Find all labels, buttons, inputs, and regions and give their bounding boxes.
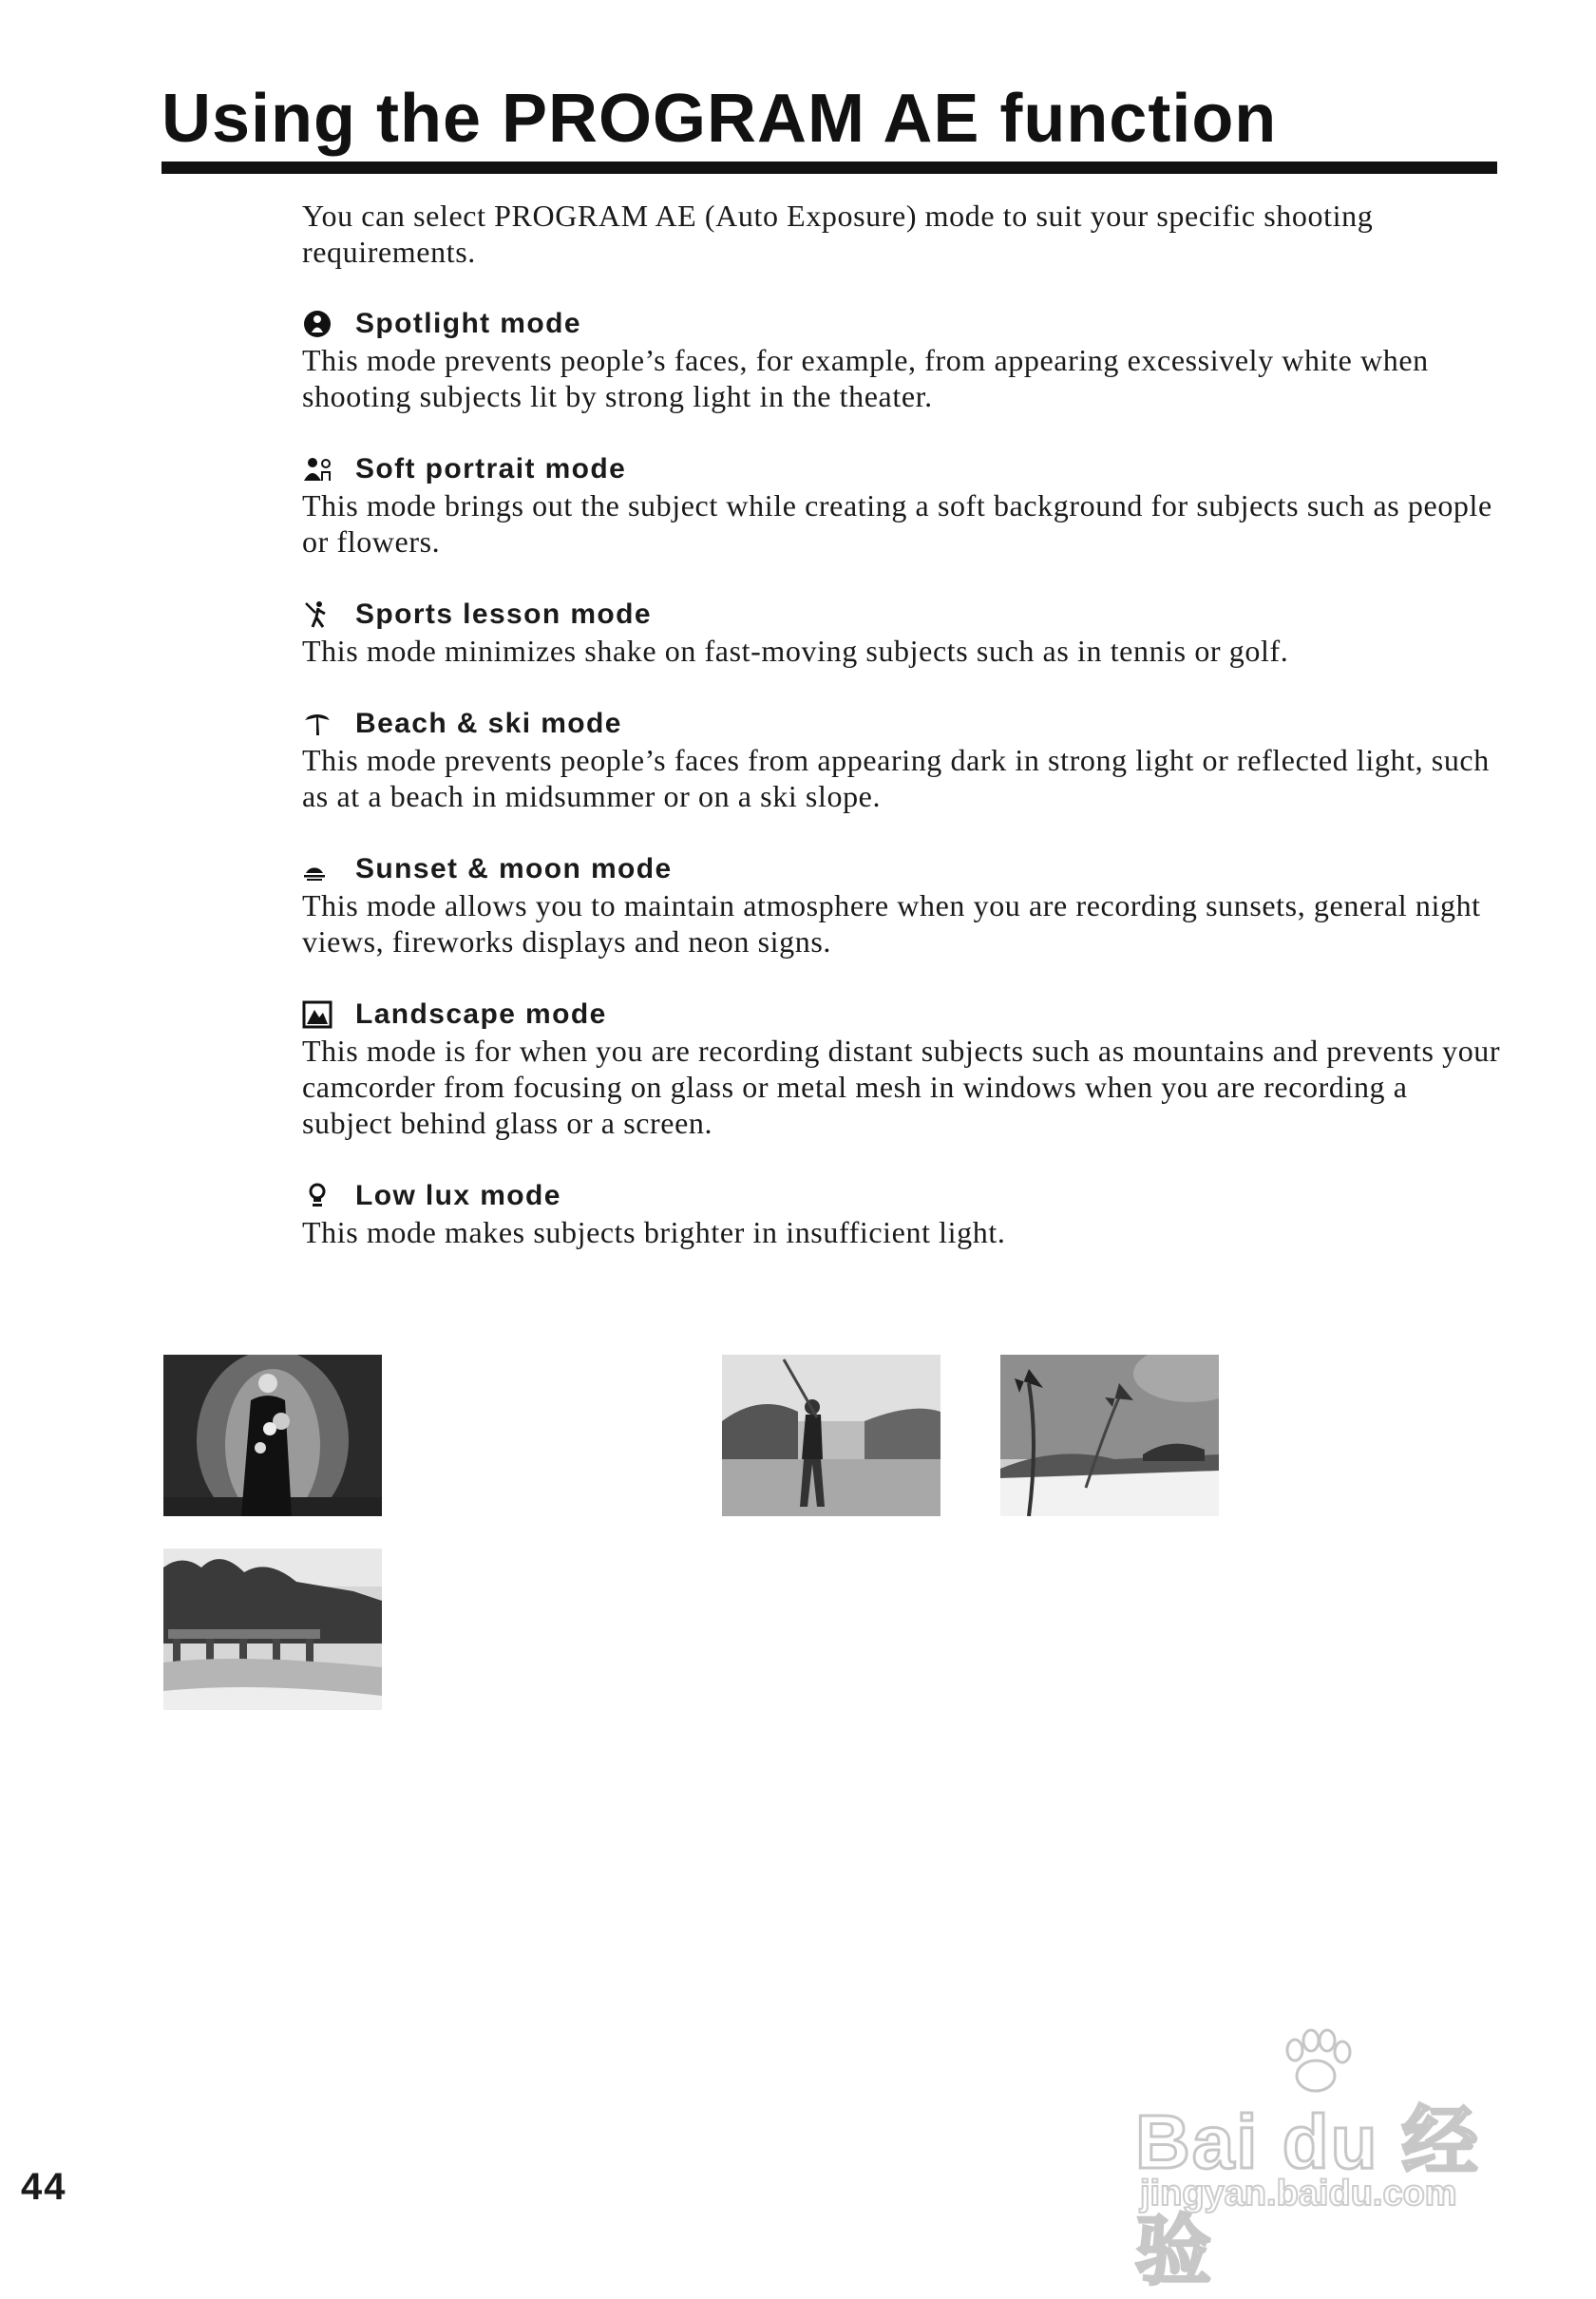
sunset-moon-icon <box>302 854 332 884</box>
landscape-icon <box>302 999 332 1030</box>
sports-lesson-icon <box>302 599 332 630</box>
beach-ski-icon <box>302 709 332 739</box>
mode-landscape <box>302 997 1501 1141</box>
mode-title: Landscape mode <box>355 998 607 1030</box>
watermark-url: jingyan.baidu.com <box>1140 2174 1457 2214</box>
landscape-example-photo <box>163 1548 382 1710</box>
sports-example-photo <box>722 1355 940 1516</box>
mode-description: This mode allows you to maintain atmosphere when you are recording sunsets, general night views, fireworks displays and neon signs. <box>302 888 1481 959</box>
title-rule <box>162 162 1497 174</box>
mode-description: This mode brings out the subject while creating a soft background for subjects such as people or flowers. <box>302 488 1492 559</box>
mode-sports-lesson <box>302 597 1501 669</box>
mode-soft-portrait <box>302 451 1501 560</box>
mode-description: This mode makes subjects brighter in insufficient light. <box>302 1215 1006 1249</box>
mode-title: Soft portrait mode <box>355 453 627 484</box>
intro-text: You can select PROGRAM AE (Auto Exposure) mode to suit your specific shooting requirements. <box>302 199 1374 269</box>
mode-description: This mode minimizes shake on fast-moving subjects such as in tennis or golf. <box>302 634 1289 668</box>
watermark-brand: Bai du 经验 <box>1135 2100 1480 2293</box>
mode-description: This mode prevents people’s faces from appearing dark in strong light or reflected light, such as at a beach in midsummer or on a ski slope. <box>302 743 1490 813</box>
mode-title: Beach & ski mode <box>355 708 622 739</box>
watermark <box>1135 2024 1515 2293</box>
page-title: Using the PROGRAM AE function <box>162 81 1278 157</box>
spotlight-icon <box>302 309 332 339</box>
beach-example-photo <box>1000 1355 1219 1516</box>
mode-description: This mode prevents people’s faces, for example, from appearing excessively white when shooting subjects lit by strong light in the theater. <box>302 343 1429 413</box>
mode-title: Low lux mode <box>355 1180 561 1211</box>
mode-beach-ski <box>302 706 1501 814</box>
low-lux-icon <box>302 1181 332 1211</box>
page-number: 44 <box>21 2166 67 2208</box>
mode-description: This mode is for when you are recording distant subjects such as mountains and prevents your camcorder from focusing on glass or metal mesh in windows when you are recording a subject behind glass or a screen. <box>302 1034 1501 1140</box>
mode-spotlight <box>302 306 1501 414</box>
mode-title: Spotlight mode <box>355 308 581 339</box>
mode-title: Sports lesson mode <box>355 598 652 630</box>
main-content <box>302 198 1501 1287</box>
soft-portrait-icon <box>302 454 332 484</box>
mode-sunset-moon <box>302 851 1501 960</box>
spotlight-example-photo <box>163 1355 382 1516</box>
mode-title: Sunset & moon mode <box>355 853 673 884</box>
mode-low-lux <box>302 1178 1501 1250</box>
